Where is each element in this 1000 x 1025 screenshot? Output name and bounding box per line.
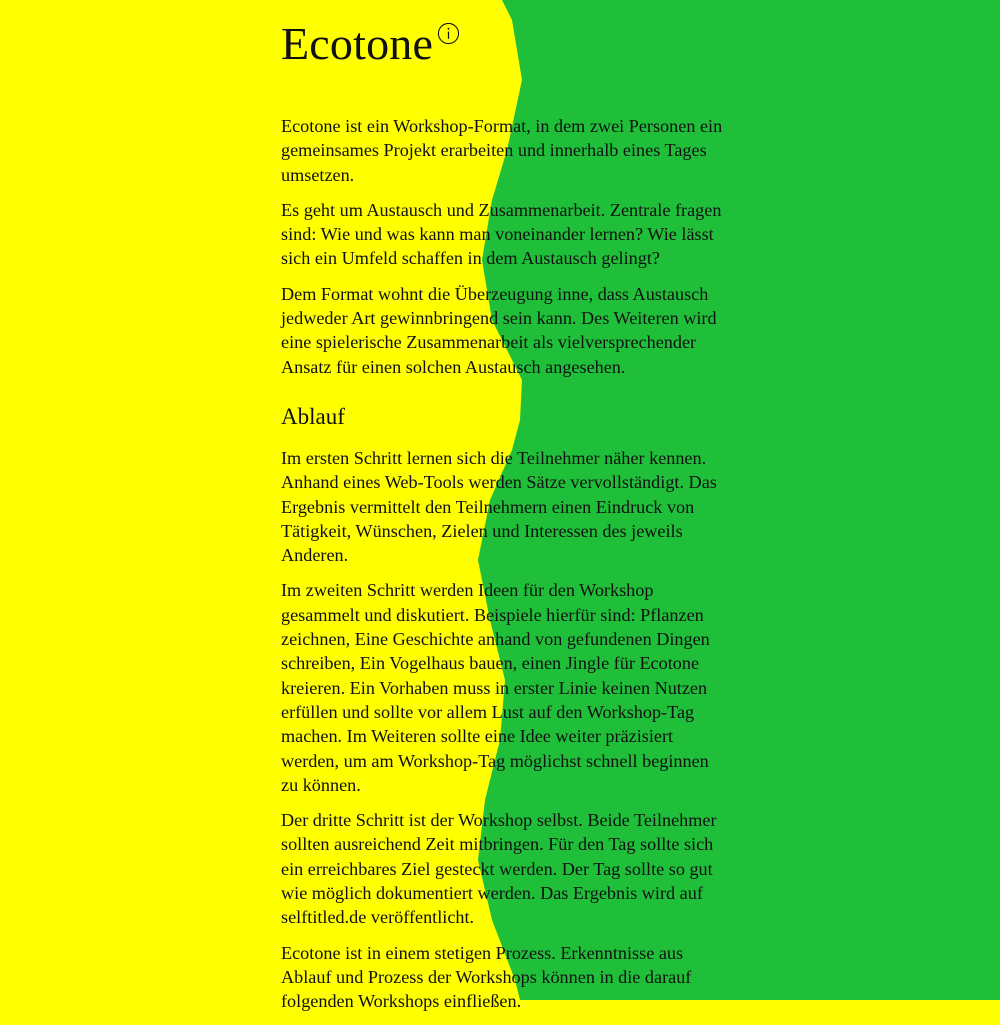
page-title: Ecotone	[281, 18, 434, 69]
ablauf-section	[281, 403, 726, 1014]
ablauf-paragraph: Der dritte Schritt ist der Workshop selbst. Beide Teilnehmer sollten ausreichend Zeit mitbringen. Für den Tag sollte sich ein erreichbares Ziel gesteckt werden. Der Tag sollte so gut wie möglich dokumentiert werden. Das Ergebnis wird auf selftitled.de veröffentlicht.	[281, 810, 717, 928]
intro-paragraph: Ecotone ist ein Workshop-Format, in dem zwei Personen ein gemeinsames Projekt erarbeiten und innerhalb eines Tages umsetzen.	[281, 116, 723, 185]
main-content	[281, 18, 726, 1025]
title-row	[281, 18, 726, 114]
ablauf-paragraph: Im ersten Schritt lernen sich die Teilnehmer näher kennen. Anhand eines Web-Tools werden Sätze vervollständigt. Das Ergebnis vermittelt den Teilnehmern einen Eindruck von Tätigkeit, Wünschen, Zielen und Interessen des jeweils Anderen.	[281, 447, 717, 566]
intro-section	[281, 114, 726, 379]
info-icon[interactable]	[437, 22, 460, 45]
ablauf-paragraph: Im zweiten Schritt werden Ideen für den Workshop gesammelt und diskutiert. Beispiele hierfür sind: Pflanzen zeichnen, Eine Geschichte anhand von gefundenen Dingen schreiben, Ein Vogelhaus bauen, einen Jingle für Ecotone kreieren. Ein Vorhaben muss in erster Linie keinen Nutzen erfüllen und sollte vor allem Lust auf den Workshop-Tag machen. Im Weiteren sollte eine Idee weiter präzisiert werden, um am Workshop-Tag möglichst schnell beginnen zu können.	[281, 580, 710, 795]
ablauf-paragraph: Ecotone ist in einem stetigen Prozess. Erkenntnisse aus Ablauf und Prozess der Workshops können in die darauf folgenden Workshops einfließen.	[281, 942, 692, 1012]
ablauf-heading: Ablauf	[281, 403, 345, 429]
intro-paragraph: Dem Format wohnt die Überzeugung inne, dass Austausch jedweder Art gewinnbringend sein kann. Des Weiteren wird eine spielerische Zusammenarbeit als vielversprechender Ansatz für einen solchen Austausch angesehen.	[281, 283, 717, 377]
intro-paragraph: Es geht um Austausch und Zusammenarbeit. Zentrale fragen sind: Wie und was kann man voneinander lernen? Wie lässt sich ein Umfeld schaffen in dem Austausch gelingt?	[281, 199, 722, 269]
